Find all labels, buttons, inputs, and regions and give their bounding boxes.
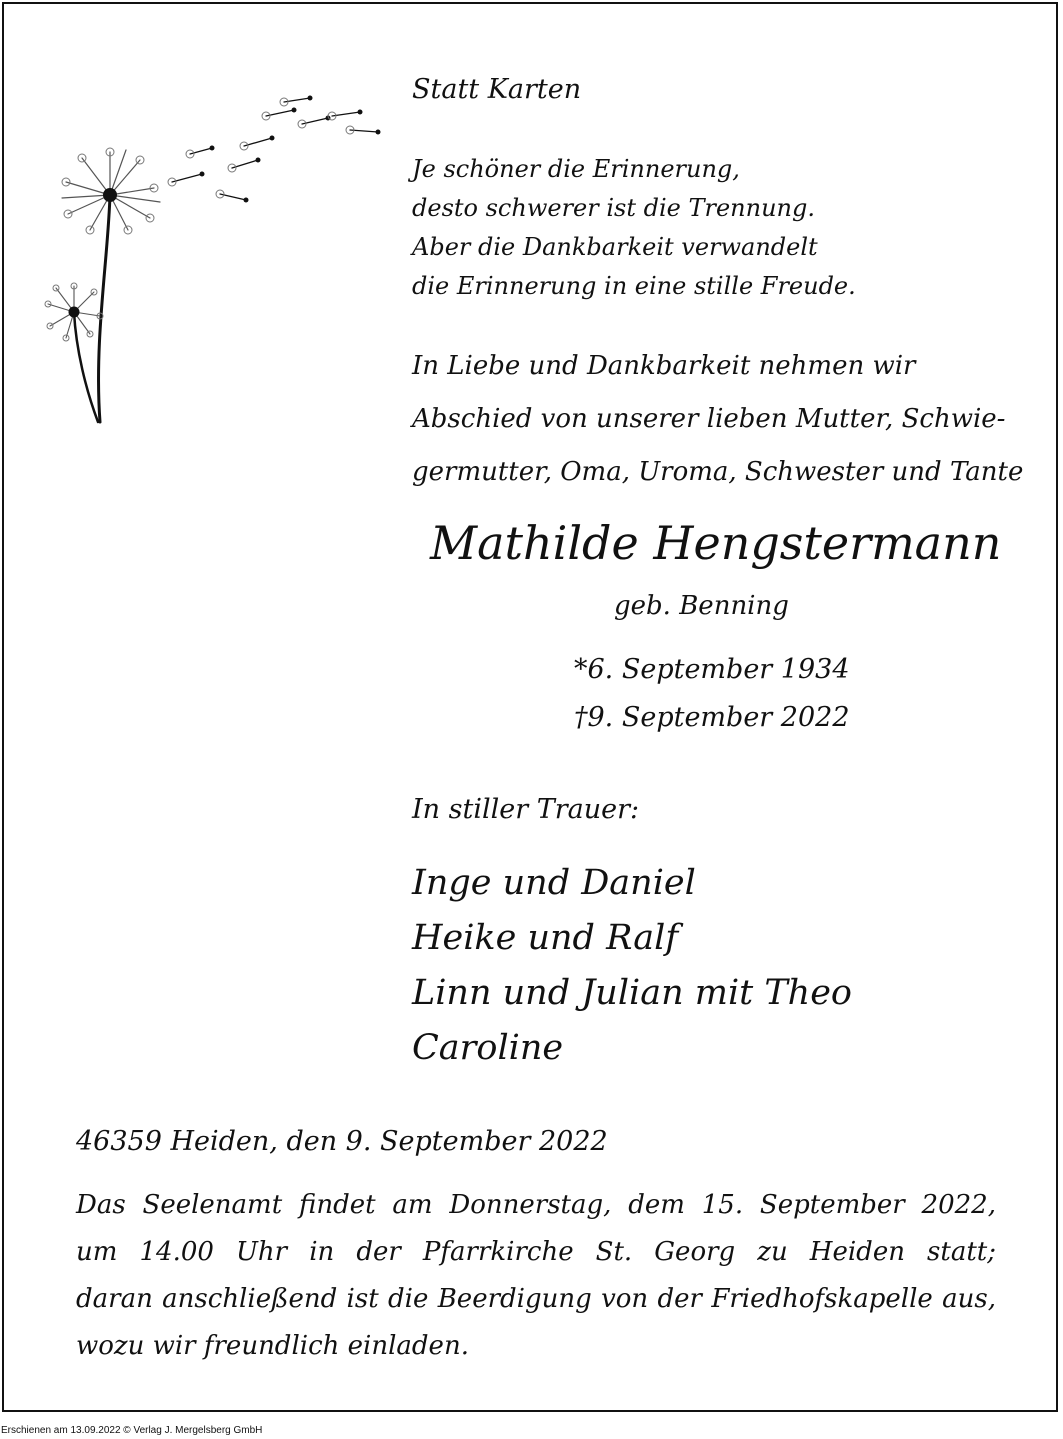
service-line: wozu wir freundlich einladen. — [76, 1331, 469, 1361]
publication-footer: Erschienen am 13.09.2022 © Verlag J. Mergelsberg GmbH — [1, 1425, 263, 1436]
heading: Statt Karten — [412, 74, 582, 105]
service-line: daran anschließend ist die Beerdigung von der Friedhofskapelle aus, — [76, 1284, 996, 1314]
mourning-label: In stiller Trauer: — [412, 794, 640, 825]
intro-line: In Liebe und Dankbarkeit nehmen wir — [412, 351, 916, 381]
death-date: †9. September 2022 — [574, 702, 850, 733]
service-info — [76, 1182, 996, 1370]
birth-name: geb. Benning — [614, 591, 789, 621]
dandelion-icon — [32, 90, 402, 430]
poem-line: desto schwerer ist die Trennung. — [412, 194, 815, 222]
family-member: Inge und Daniel — [412, 863, 696, 903]
birth-date: *6. September 1934 — [574, 654, 850, 685]
family-list — [412, 856, 852, 1076]
family-member: Caroline — [412, 1028, 564, 1068]
family-member: Linn und Julian mit Theo — [412, 973, 852, 1013]
service-line: um 14.00 Uhr in der Pfarrkirche St. Georg zu Heiden statt; — [76, 1237, 996, 1267]
obituary-notice — [2, 2, 1058, 1412]
intro-line: Abschied von unserer lieben Mutter, Schwie- — [412, 404, 1006, 434]
poem — [412, 150, 856, 306]
place-date: 46359 Heiden, den 9. September 2022 — [76, 1126, 608, 1157]
service-line: Das Seelenamt findet am Donnerstag, dem 15. September 2022, — [76, 1190, 996, 1220]
poem-line: Je schöner die Erinnerung, — [412, 155, 740, 183]
poem-line: Aber die Dankbarkeit verwandelt — [412, 233, 818, 261]
poem-line: die Erinnerung in eine stille Freude. — [412, 272, 856, 300]
intro-text — [412, 340, 1023, 499]
intro-line: germutter, Oma, Uroma, Schwester und Tante — [412, 457, 1024, 487]
deceased-name: Mathilde Hengstermann — [430, 516, 1002, 570]
family-member: Heike und Ralf — [412, 918, 679, 958]
